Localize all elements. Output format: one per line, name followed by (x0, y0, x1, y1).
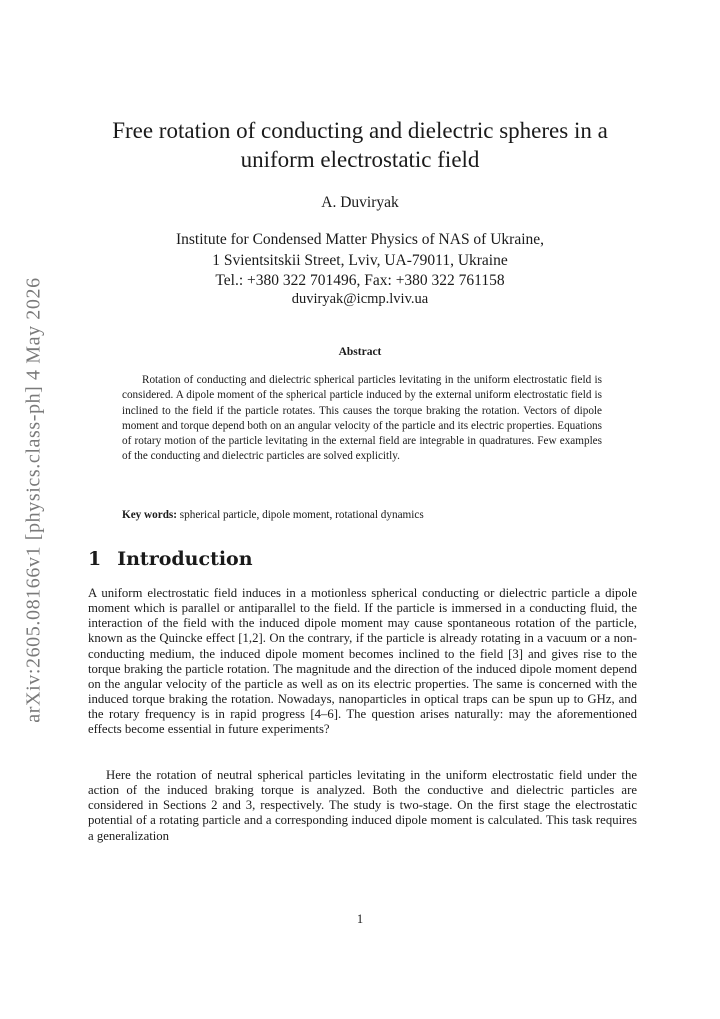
affiliation-phone-fax: Tel.: +380 322 701496, Fax: +380 322 761158 (215, 272, 505, 289)
affiliation-address: 1 Svientsitskii Street, Lviv, UA-79011, Ukraine (212, 251, 508, 269)
section-number: 1 (88, 548, 102, 570)
intro-paragraph-2: Here the rotation of neutral spherical particles levitating in the uniform electrostatic field under the action of the induced braking torque is analyzed. Both the conductive and dielectric particles are considered in Sections 2 and 3, respectively. The study is two-stage. On the first stage the electrostatic potential of a rotating particle and a corresponding induced dipole moment is calculated. This task requires a generalization (88, 768, 637, 843)
keywords-list: spherical particle, dipole moment, rotational dynamics (179, 509, 424, 521)
author-name: A. Duviryak (321, 194, 399, 211)
arxiv-identifier[interactable]: arXiv:2605.08166v1 [physics.class-ph] 4 May 2026 (22, 277, 45, 723)
title-line-1: Free rotation of conducting and dielectric spheres in a (112, 118, 608, 143)
page-number: 1 (356, 912, 364, 926)
section-heading-introduction (88, 548, 253, 570)
affiliation-institute: Institute for Condensed Matter Physics of NAS of Ukraine, (175, 231, 545, 248)
intro-paragraph-1: A uniform electrostatic field induces in a motionless spherical conducting or dielectric particle a dipole moment which is parallel or antiparallel to the field. If the particle is immersed in a conducting fluid, the interaction of the field with the induced dipole moment may cause spontaneous rotation of the particle, known as the Quincke effect [1,2]. On the contrary, if the particle is already rotating in a vacuum or a non-conducting medium, the induced dipole moment becomes inclined to the field [3] and gives rise to the torque braking the particle rotation. The magnitude and the direction of the induced dipole moment depend on the angular velocity of the particle as well as on its electric properties. The same is concerned with the induced torque braking the rotation. Nowadays, nanoparticles in optical traps can be spun up to GHz, and the rotary frequency is in rapid progress [4–6]. The question arises naturally: may the aforementioned effects become essential in future experiments? (88, 586, 637, 737)
title-line-2: uniform electrostatic field (240, 147, 480, 172)
section-title: Introduction (117, 548, 253, 570)
author-email[interactable]: duviryak@icmp.lviv.ua (291, 290, 429, 307)
affiliation-block (80, 230, 640, 306)
keywords-label: Key words: (122, 509, 177, 521)
keywords-line (122, 508, 602, 523)
abstract-heading: Abstract (338, 346, 382, 358)
abstract-text: Rotation of conducting and dielectric spherical particles levitating in the uniform electrostatic field is considered. A dipole moment of the spherical particle induced by the external uniform electrostatic field is inclined to the field if the particle rotates. This causes the torque braking the rotation. Vectors of dipole moment and torque depend both on an angular velocity of the particle and its electric properties. Equations of rotary motion of the particle levitating in the external field are integrable in quadratures. Few examples of the conducting and dielectric particles are solved explicitly. (122, 374, 602, 463)
paper-title (80, 116, 640, 174)
